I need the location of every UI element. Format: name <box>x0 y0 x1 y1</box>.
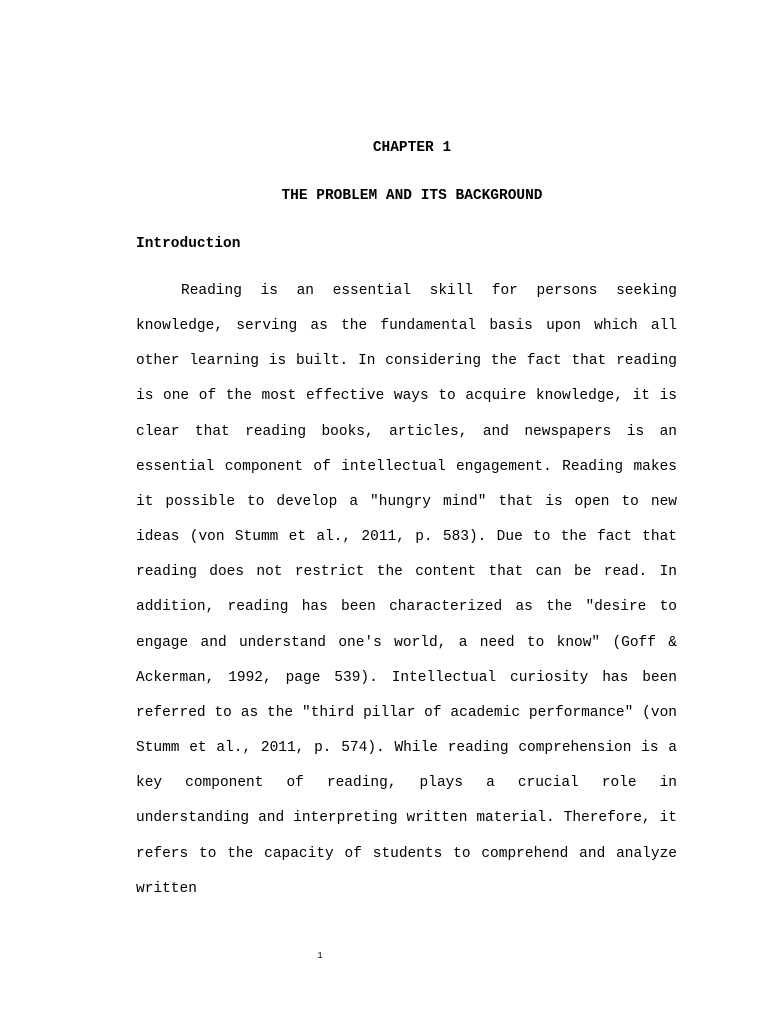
body-paragraph: Reading is an essential skill for persons seeking knowledge, serving as the fundamental basis upon which all other learning is built. In considering the fact that reading is one of the most effective ways to acquire knowledge, it is clear that reading books, articles, and newspapers is an essential component of intellectual engagement. Reading makes it possible to develop a "hungry mind" that is open to new ideas (von Stumm et al., 2011, p. 583). Due to the fact that reading does not restrict the content that can be read. In addition, reading has been characterized as the "desire to engage and understand one's world, a need to know" (Goff & Ackerman, 1992, page 539). Intellectual curiosity has been referred to as the "third pillar of academic performance" (von Stumm et al., 2011, p. 574). While reading comprehension is a key component of reading, plays a crucial role in understanding and interpreting written material. Therefore, it refers to the capacity of students to comprehend and analyze written <box>136 283 677 897</box>
section-heading: Introduction <box>136 236 241 252</box>
chapter-title: THE PROBLEM AND ITS BACKGROUND <box>281 188 543 204</box>
chapter-label: CHAPTER 1 <box>372 140 452 156</box>
page-number: 1 <box>317 951 323 961</box>
